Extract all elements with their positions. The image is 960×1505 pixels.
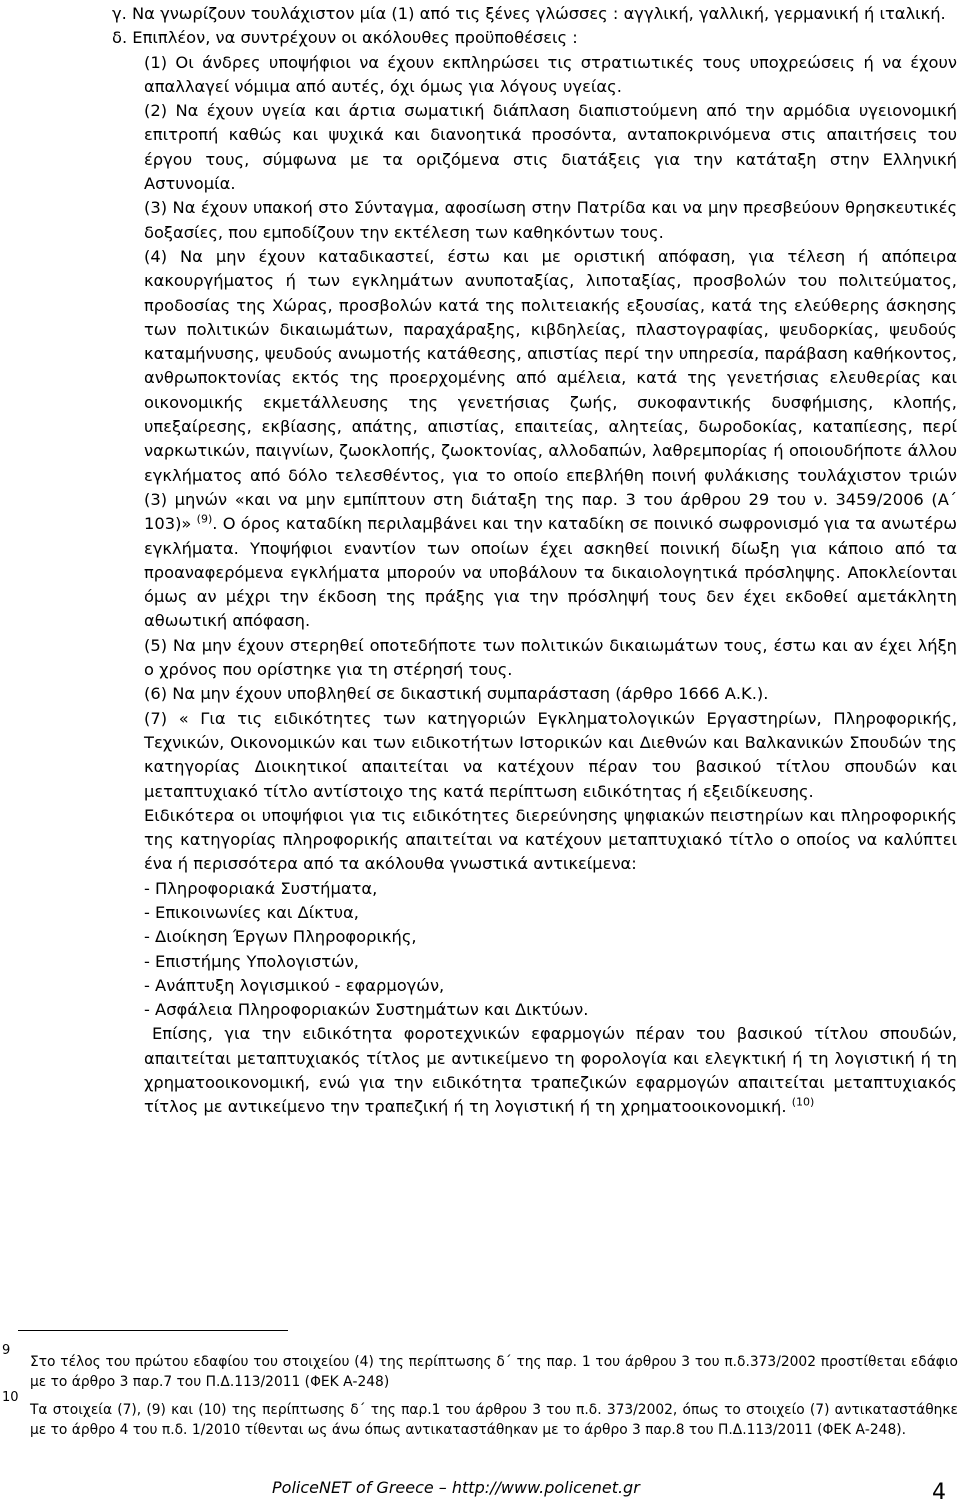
item-d: δ. Επιπλέον, να συντρέχουν οι ακόλουθες προϋποθέσεις : (112, 28, 578, 48)
footnote-number-9: 9 (2, 1343, 11, 1358)
subject-list (144, 877, 957, 1023)
list-item: - Ανάπτυξη λογισμικού - εφαρμογών, (144, 975, 445, 995)
condition-1: (1) Οι άνδρες υποψήφιοι να έχουν εκπληρώσει τις στρατιωτικές τους υποχρεώσεις ή να έχουν απαλλαγεί νόμιμα από αυτές, όχι όμως για λόγους υγείας. (144, 52, 957, 96)
page-number: 4 (932, 1480, 946, 1505)
footnote-10: Τα στοιχεία (7), (9) και (10) της περίπτωσης δ΄ της παρ.1 του άρθρου 3 του π.δ. 373/2002, όπως το στοιχείο (7) αντικαταστάθηκε με το άρθρο 4 του π.δ. 1/2010 τίθενται ως άνω όπως αντικαταστάθηκαν με το άρθρο 3 παρ.8 του Π.Δ.113/2011 (ΦΕΚ Α-248). (30, 1402, 958, 1438)
condition-5: (5) Να μην έχουν στερηθεί οποτεδήποτε των πολιτικών δικαιωμάτων τους, έστω και αν έχει λήξη ο χρόνος που ορίστηκε για τη στέρησή τους. (144, 635, 957, 680)
condition-7: (7) « Για τις ειδικότητες των κατηγοριών Εγκληματολογικών Εργαστηρίων, Πληροφορικής, Τεχνικών, Οικονομικών και των ειδικοτήτων Ιστορικών και Διεθνών και Βαλκανικών Σπουδών της κατηγορίας Διοικητικοί απαιτείται να κατέχουν πέραν του βασικού τίτλου σπουδών και μεταπτυχιακό τίτλο αντίστοιχο της κατά περίπτωση ειδικότητας ή εξειδίκευσης. (144, 708, 957, 801)
list-item: - Διοίκηση Έργων Πληροφορικής, (144, 927, 417, 947)
condition-7-tax-text: Επίσης, για την ειδικότητα φοροτεχνικών εφαρμογών πέραν του βασικού τίτλου σπουδών, απαιτείται μεταπτυχιακός τίτλος με αντικείμενο τη φορολογία και ελεγκτική ή τη λογιστική ή τη χρηματοοικονομική, ενώ για την ειδικότητα τραπεζικών εφαρμογών απαιτείται μεταπτυχιακός τίτλος με αντικείμενο την τραπεζική ή τη λογιστική ή τη χρηματοοικονομική. (144, 1024, 957, 1117)
condition-7-tax (144, 1022, 957, 1119)
condition-2: (2) Να έχουν υγεία και άρτια σωματική διάπλαση διαπιστούμενη από την αρμόδια υγειονομική επιτροπή καθώς και ψυχικά και διανοητικά προσόντα, ανταποκρινόμενα στις απαιτήσεις του έργου τους, σύμφωνα με τα οριζόμενα στις διατάξεις για την κατάταξη στην Ελληνική Αστυνομία. (144, 101, 957, 194)
footnote-divider (18, 1330, 288, 1331)
list-item: - Επικοινωνίες και Δίκτυα, (144, 902, 359, 922)
footnote-ref-9: (9) (196, 512, 213, 526)
conditions-list (112, 51, 957, 1120)
item-g: γ. Να γνωρίζουν τουλάχιστον μία (1) από τις ξένες γλώσσες : αγγλική, γαλλική, γερμανική ή ιταλική. (112, 4, 946, 23)
document-body (112, 0, 957, 1120)
condition-6: (6) Να μην έχουν υποβληθεί σε δικαστική συμπαράσταση (άρθρο 1666 Α.Κ.). (144, 684, 769, 704)
condition-3: (3) Να έχουν υπακοή στο Σύνταγμα, αφοσίωση στην Πατρίδα και να μην πρεσβεύουν θρησκευτικές δοξασίες, που εμποδίζουν την εκτέλεση των καθηκόντων τους. (144, 198, 957, 242)
footnote-ref-10: (10) (791, 1095, 815, 1109)
condition-7-details: Ειδικότερα οι υποψήφιοι για τις ειδικότητες διερεύνησης ψηφιακών πειστηρίων και πληροφορικής της κατηγορίας πληροφορικής απαιτείται να κατέχουν μεταπτυχιακό τίτλο ο οποίος να καλύπτει ένα ή περισσότερα από τα ακόλουθα γνωστικά αντικείμενα: (144, 805, 957, 874)
condition-4-text: (4) Να μην έχουν καταδικαστεί, έστω και με οριστική απόφαση, για τέλεση ή απόπειρα κακουργήματος ή των εγκλημάτων ανυποταξίας, λιποταξίας, προσβολών του πολιτεύματος, προδοσίας της Χώρας, προσβολών κατά της πολιτειακής εξουσίας, κατά της ελεύθερης άσκησης των πολιτικών δικαιωμάτων, παραχάραξης, κιβδηλείας, πλαστογραφίας, ψευδορκίας, ψευδούς καταμήνυσης, ψευδούς ανωμοτής κατάθεσης, απιστίας περί την υπηρεσία, παράβαση καθήκοντος, ανθρωποκτονίας εκτός της προερχομένης από αμέλεια, κατά της γενετήσιας ελευθερίας και οικονομικής εκμετάλλευσης της γενετήσιας ζωής, συκοφαντικής δυσφήμισης, κλοπής, υπεξαίρεσης, εκβίασης, απάτης, απιστίας, επαιτείας, αλητείας, δωροδοκίας, καταπίεσης, περί ναρκωτικών, παιγνίων, ζωοκλοπής, ζωοκτονίας, αλλοδαπών, λαθρεμπορίας ή οποιουδήποτε άλλου εγκλήματος από δόλο τελεσθέντος, για το οποίο επεβλήθη ποινή φυλάκισης τουλάχιστον τριών (3) μηνών «και να μην εμπίπτουν στη διάταξη της παρ. 3 του άρθρου 29 του ν. 3459/2006 (Α΄ 103)» (144, 246, 957, 534)
footnote-9: Στο τέλος του πρώτου εδαφίου του στοιχείου (4) της περίπτωσης δ΄ της παρ. 1 του άρθρου 3 του π.δ.373/2002 προστίθεται εδάφιο με το άρθρο 3 παρ.7 του Π.Δ.113/2011 (ΦΕΚ Α-248) (30, 1354, 958, 1390)
list-item: - Επιστήμης Υπολογιστών, (144, 951, 359, 971)
page-footer: PoliceNET of Greece – http://www.policenet.gr (272, 1478, 640, 1497)
list-item: - Ασφάλεια Πληροφοριακών Συστημάτων και Δικτύων. (144, 1000, 589, 1020)
condition-4 (144, 245, 957, 634)
list-item: - Πληροφοριακά Συστήματα, (144, 878, 378, 898)
footnote-number-10: 10 (2, 1390, 19, 1405)
condition-4-text-cont: . Ο όρος καταδίκη περιλαμβάνει και την καταδίκη σε ποινικό σωφρονισμό για τα ανωτέρω εγκλήματα. Υποψήφιοι εναντίον των οποίων έχει ασκηθεί ποινική δίωξη για κάποιο από τα προαναφερόμενα εγκλήματα μπορούν να υποβάλουν τα δικαιολογητικά πρόσληψης. Αποκλείονται όμως αν μέχρι την έκδοση της πράξης για την πρόσληψή τους δεν έχει εκδοθεί αμετάκλητη αθωωτική απόφαση. (144, 514, 957, 631)
